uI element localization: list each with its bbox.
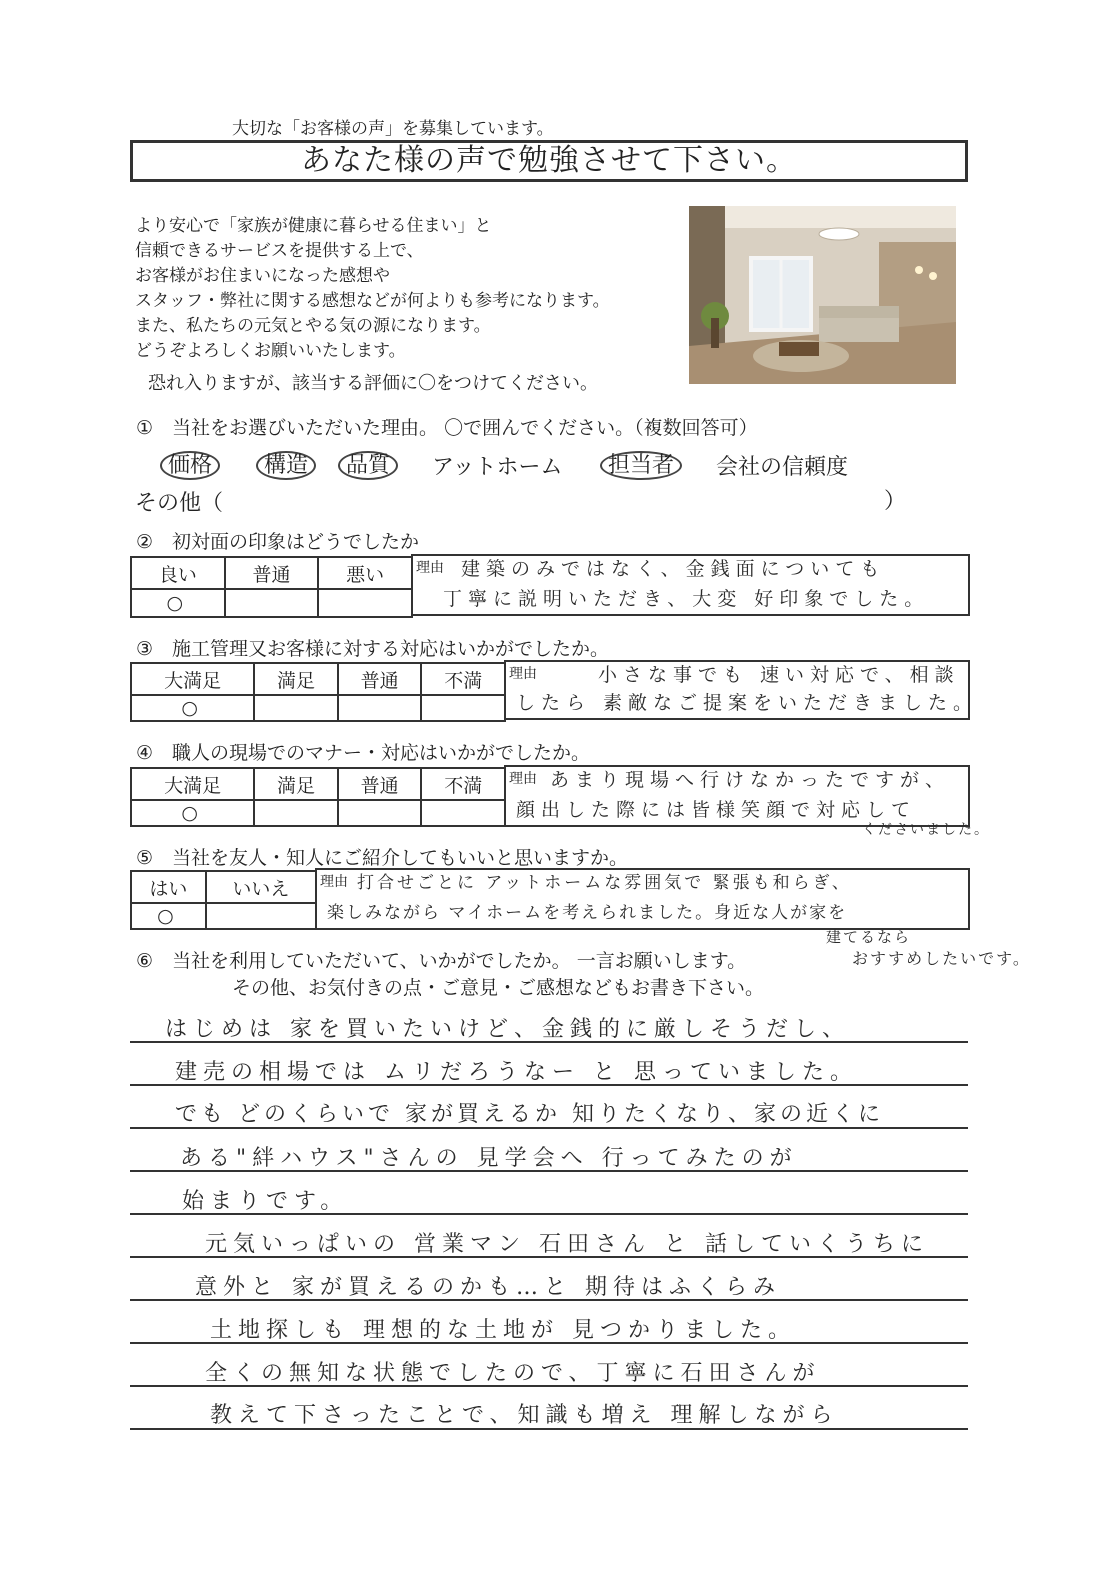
- q4-reason-label: 理由: [509, 771, 537, 787]
- q1-other-label[interactable]: その他（: [135, 491, 224, 516]
- comment-rule-4: [130, 1170, 968, 1172]
- q4-header-dissatisfied[interactable]: 不満: [421, 768, 505, 800]
- comment-line-9: 全くの無知な状態でしたので、丁寧に石田さんが: [205, 1361, 821, 1386]
- comment-line-3: でも どのくらいで 家が買えるか 知りたくなり、家の近くに: [175, 1102, 884, 1127]
- q2-reason-line-1: 建築のみではなく、金銭面についても: [461, 558, 886, 580]
- q1-option-quality[interactable]: 品質: [338, 451, 398, 480]
- q2-header-normal[interactable]: 普通: [225, 557, 319, 589]
- q4-mark-very-satisfied[interactable]: ○: [131, 800, 254, 826]
- q3-rating-table: [130, 662, 506, 722]
- comment-line-6: 元気いっぱいの 営業マン 石田さん と 話していくうちに: [205, 1232, 929, 1257]
- q3-reason-line-2: したら 素敵なご提案をいただきました。: [516, 692, 979, 714]
- instruction-text: 恐れ入りますが、該当する評価に〇をつけてください。: [148, 373, 598, 394]
- comment-rule-8: [130, 1342, 968, 1344]
- comment-rule-6: [130, 1256, 968, 1258]
- q2-reason-label: 理由: [416, 560, 444, 576]
- q3-mark-very-satisfied[interactable]: ○: [131, 695, 254, 721]
- q1-option-staff[interactable]: 担当者: [600, 451, 682, 480]
- q2-mark-good[interactable]: ○: [131, 589, 225, 617]
- q6-question-1: ⑥ 当社を利用していただいて、いかがでしたか。 一言お願いします。: [136, 950, 747, 972]
- q3-cell-normal[interactable]: [338, 695, 422, 721]
- q1-option-structure[interactable]: 構造: [256, 451, 316, 480]
- living-room-photo: [689, 206, 956, 384]
- q3-question: ③ 施工管理又お客様に対する対応はいかがでしたか。: [136, 638, 610, 660]
- q2-header-bad[interactable]: 悪い: [318, 557, 412, 589]
- q1-question: ① 当社をお選びいただいた理由。 〇で囲んでください。（複数回答可）: [136, 417, 758, 439]
- q3-header-normal[interactable]: 普通: [338, 663, 422, 695]
- q1-other-close: ）: [884, 489, 907, 514]
- q5-reason-overflow-2: おすすめしたいです。: [852, 949, 1031, 968]
- q1-option-price[interactable]: 価格: [160, 451, 220, 480]
- q5-cell-no[interactable]: [206, 903, 316, 929]
- q1-option-reliability[interactable]: 会社の信頼度: [716, 455, 849, 480]
- q5-reason-box[interactable]: [315, 868, 970, 930]
- comment-line-5: 始まりです。: [182, 1189, 349, 1214]
- comment-rule-7: [130, 1299, 968, 1301]
- q5-header-yes[interactable]: はい: [131, 871, 206, 903]
- q4-reason-box[interactable]: [504, 765, 970, 827]
- q2-reason-box[interactable]: [411, 554, 970, 616]
- q3-header-very-satisfied[interactable]: 大満足: [131, 663, 254, 695]
- comment-rule-2: [130, 1084, 968, 1086]
- q1-option-athome[interactable]: アットホーム: [432, 455, 563, 480]
- q3-reason-line-1: 小さな事でも 速い対応で、相談: [598, 664, 960, 686]
- q2-rating-table: [130, 556, 413, 618]
- comment-line-2: 建売の相場では ムリだろうなー と 思っていました。: [175, 1060, 858, 1085]
- q4-rating-table: [130, 767, 506, 827]
- q2-cell-normal[interactable]: [225, 589, 319, 617]
- comment-rule-5: [130, 1213, 968, 1215]
- q5-reason-overflow-1: 建てるなら: [826, 928, 912, 946]
- q5-reason-label: 理由: [320, 874, 348, 890]
- q3-reason-label: 理由: [509, 666, 537, 682]
- q3-cell-dissatisfied[interactable]: [421, 695, 505, 721]
- q4-header-normal[interactable]: 普通: [338, 768, 422, 800]
- q5-reason-line-2: 楽しみながら マイホームを考えられました。身近な人が家を: [327, 903, 848, 923]
- q4-question: ④ 職人の現場でのマナー・対応はいかがでしたか。: [136, 742, 591, 764]
- q4-reason-line-2: 顔出した際には皆様笑顔で対応して: [516, 799, 917, 821]
- q3-cell-satisfied[interactable]: [254, 695, 338, 721]
- q3-reason-box[interactable]: [504, 660, 979, 720]
- comment-rule-3: [130, 1127, 968, 1129]
- q3-header-satisfied[interactable]: 満足: [254, 663, 338, 695]
- q4-cell-dissatisfied[interactable]: [421, 800, 505, 826]
- q4-reason-line-1: あまり現場へ行けなかったですが、: [550, 769, 951, 791]
- comment-line-7: 意外と 家が買えるのかも…と 期待はふくらみ: [195, 1275, 781, 1300]
- comment-line-8: 土地探しも 理想的な土地が 見つかりました。: [210, 1318, 796, 1343]
- q2-question: ② 初対面の印象はどうでしたか: [136, 531, 420, 553]
- comment-rule-1: [130, 1041, 968, 1043]
- q4-header-very-satisfied[interactable]: 大満足: [131, 768, 254, 800]
- description-text: より安心で「家族が健康に暮らせる住まい」と 信頼できるサービスを提供する上で、 お客様がお住まいになった感想や スタッフ・弊社に関する感想などが何よりも参考になります。 また、私たちの元気とやる気の源になります。 どうぞよろしくお願いいたします。: [135, 216, 610, 361]
- q3-header-dissatisfied[interactable]: 不満: [421, 663, 505, 695]
- intro-text: 大切な「お客様の声」を募集しています。: [232, 119, 554, 139]
- page-title: あなた様の声で勉強させて下さい。: [130, 140, 968, 182]
- comment-line-4: ある"絆ハウス"さんの 見学会へ 行ってみたのが: [180, 1146, 798, 1171]
- comment-rule-9: [130, 1385, 968, 1387]
- q2-header-good[interactable]: 良い: [131, 557, 225, 589]
- q5-header-no[interactable]: いいえ: [206, 871, 316, 903]
- q6-question-2: その他、お気付きの点・ご意見・ご感想などもお書き下さい。: [232, 977, 765, 999]
- q4-cell-normal[interactable]: [338, 800, 422, 826]
- q5-mark-yes[interactable]: ○: [131, 903, 206, 929]
- comment-line-10: 教えて下さったことで、知識も増え 理解しながら: [210, 1403, 839, 1428]
- q4-reason-overflow: くださいました。: [862, 822, 990, 838]
- q5-rating-table: [130, 870, 317, 930]
- q2-reason-line-2: 丁寧に説明いただき、大変 好印象でした。: [443, 588, 930, 610]
- q5-reason-line-1: 打合せごとに アットホームな雰囲気で 緊張も和らぎ、: [357, 873, 852, 893]
- q4-header-satisfied[interactable]: 満足: [254, 768, 338, 800]
- comment-line-1: はじめは 家を買いたいけど、金銭的に厳しそうだし、: [165, 1017, 850, 1042]
- q2-cell-bad[interactable]: [318, 589, 412, 617]
- q4-cell-satisfied[interactable]: [254, 800, 338, 826]
- q5-question: ⑤ 当社を友人・知人にご紹介してもいいと思いますか。: [136, 847, 629, 869]
- comment-rule-10: [130, 1428, 968, 1430]
